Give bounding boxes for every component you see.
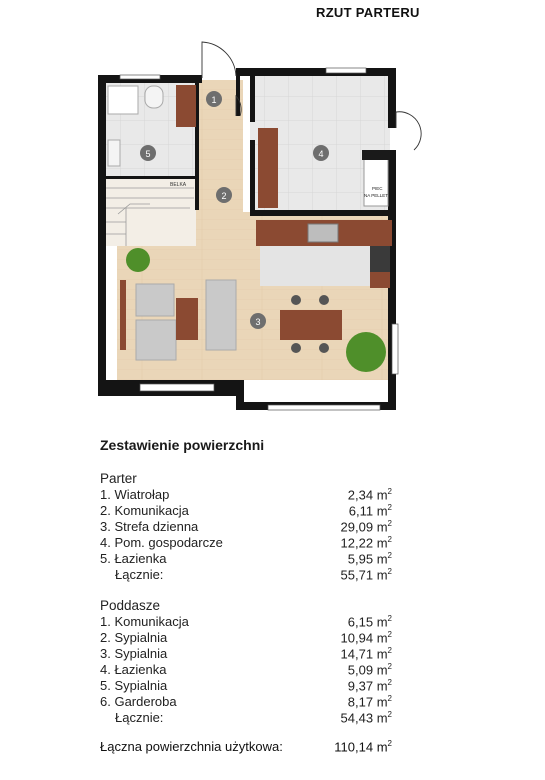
table-row bbox=[100, 646, 392, 662]
row-name: 4. Pom. gospodarcze bbox=[100, 535, 223, 550]
utility-cabinet bbox=[362, 150, 390, 160]
table-row bbox=[100, 630, 392, 646]
svg-text:1: 1 bbox=[211, 95, 217, 105]
page-title: RZUT PARTERU bbox=[316, 5, 420, 20]
kitchen-end bbox=[370, 272, 390, 288]
kitchen-island bbox=[260, 246, 370, 286]
row-name: 2. Komunikacja bbox=[100, 503, 189, 518]
room-marker-1 bbox=[206, 91, 222, 107]
svg-text:4: 4 bbox=[318, 149, 324, 159]
room-marker-2 bbox=[216, 187, 232, 203]
row-value: 14,71 $m^2$ bbox=[340, 646, 392, 662]
row-name: 3. Sypialnia bbox=[100, 646, 168, 661]
svg-text:2: 2 bbox=[221, 191, 227, 201]
row-value: 6,11 $m^2$ bbox=[348, 503, 392, 519]
row-name: 5. Łazienka bbox=[100, 551, 167, 566]
kitchen-hob bbox=[370, 246, 390, 272]
row-name: 3. Strefa dzienna bbox=[100, 519, 199, 534]
total-value: 55,71 $m^2$ bbox=[340, 567, 392, 583]
row-value: 2,34 $m^2$ bbox=[347, 487, 392, 503]
group-title-parter: Parter bbox=[100, 471, 137, 486]
plant-icon bbox=[126, 248, 150, 272]
plant-icon bbox=[346, 332, 386, 372]
table-row bbox=[100, 678, 392, 694]
row-name: 4. Łazienka bbox=[100, 662, 167, 677]
hall-cabinet bbox=[258, 128, 278, 208]
row-value: 8,17 $m^2$ bbox=[347, 694, 392, 710]
row-value: 6,15 $m^2$ bbox=[347, 614, 392, 630]
row-name: 2. Sypialnia bbox=[100, 630, 168, 645]
svg-text:3: 3 bbox=[255, 317, 261, 327]
room-marker-5 bbox=[140, 145, 156, 161]
total-label: Łącznie: bbox=[115, 710, 164, 725]
total-row bbox=[100, 710, 392, 726]
row-value: 5,95 $m^2$ bbox=[347, 551, 392, 567]
grand-total-value: 110,14 $m^2$ bbox=[334, 739, 392, 755]
total-value: 54,43 $m^2$ bbox=[340, 710, 392, 726]
table-row bbox=[100, 519, 392, 535]
row-value: 10,94 $m^2$ bbox=[340, 630, 392, 646]
table-row bbox=[100, 694, 392, 710]
row-name: 5. Sypialnia bbox=[100, 678, 168, 693]
row-name: 1. Komunikacja bbox=[100, 614, 189, 629]
grand-total-row bbox=[100, 739, 392, 755]
table-row bbox=[100, 487, 392, 503]
table-row bbox=[100, 503, 392, 519]
room-marker-4 bbox=[313, 145, 329, 161]
row-name: 6. Garderoba bbox=[100, 694, 177, 709]
total-row bbox=[100, 567, 392, 583]
summary-heading: Zestawienie powierzchni bbox=[100, 437, 265, 453]
group-title-poddasze: Poddasze bbox=[100, 598, 161, 613]
belka-label: BELKA bbox=[170, 182, 187, 188]
row-value: 9,37 $m^2$ bbox=[347, 678, 392, 694]
row-value: 5,09 $m^2$ bbox=[347, 662, 392, 678]
table-row bbox=[100, 535, 392, 551]
row-value: 29,09 $m^2$ bbox=[340, 519, 392, 535]
table-row bbox=[100, 614, 392, 630]
stove-box bbox=[364, 158, 388, 206]
piec-label: PIEC bbox=[372, 186, 383, 191]
kitchen-sink bbox=[308, 224, 338, 242]
row-value: 12,22 $m^2$ bbox=[340, 535, 392, 551]
piec-label-2: NA PELLET bbox=[364, 193, 389, 198]
row-name: 1. Wiatrołap bbox=[100, 487, 170, 502]
wardrobe bbox=[176, 85, 196, 127]
grand-total-label: Łączna powierzchnia użytkowa: bbox=[100, 739, 283, 754]
table-row bbox=[100, 662, 392, 678]
table-row bbox=[100, 551, 392, 567]
total-label: Łącznie: bbox=[115, 567, 164, 582]
svg-text:5: 5 bbox=[145, 149, 151, 159]
room-marker-3 bbox=[250, 313, 266, 329]
